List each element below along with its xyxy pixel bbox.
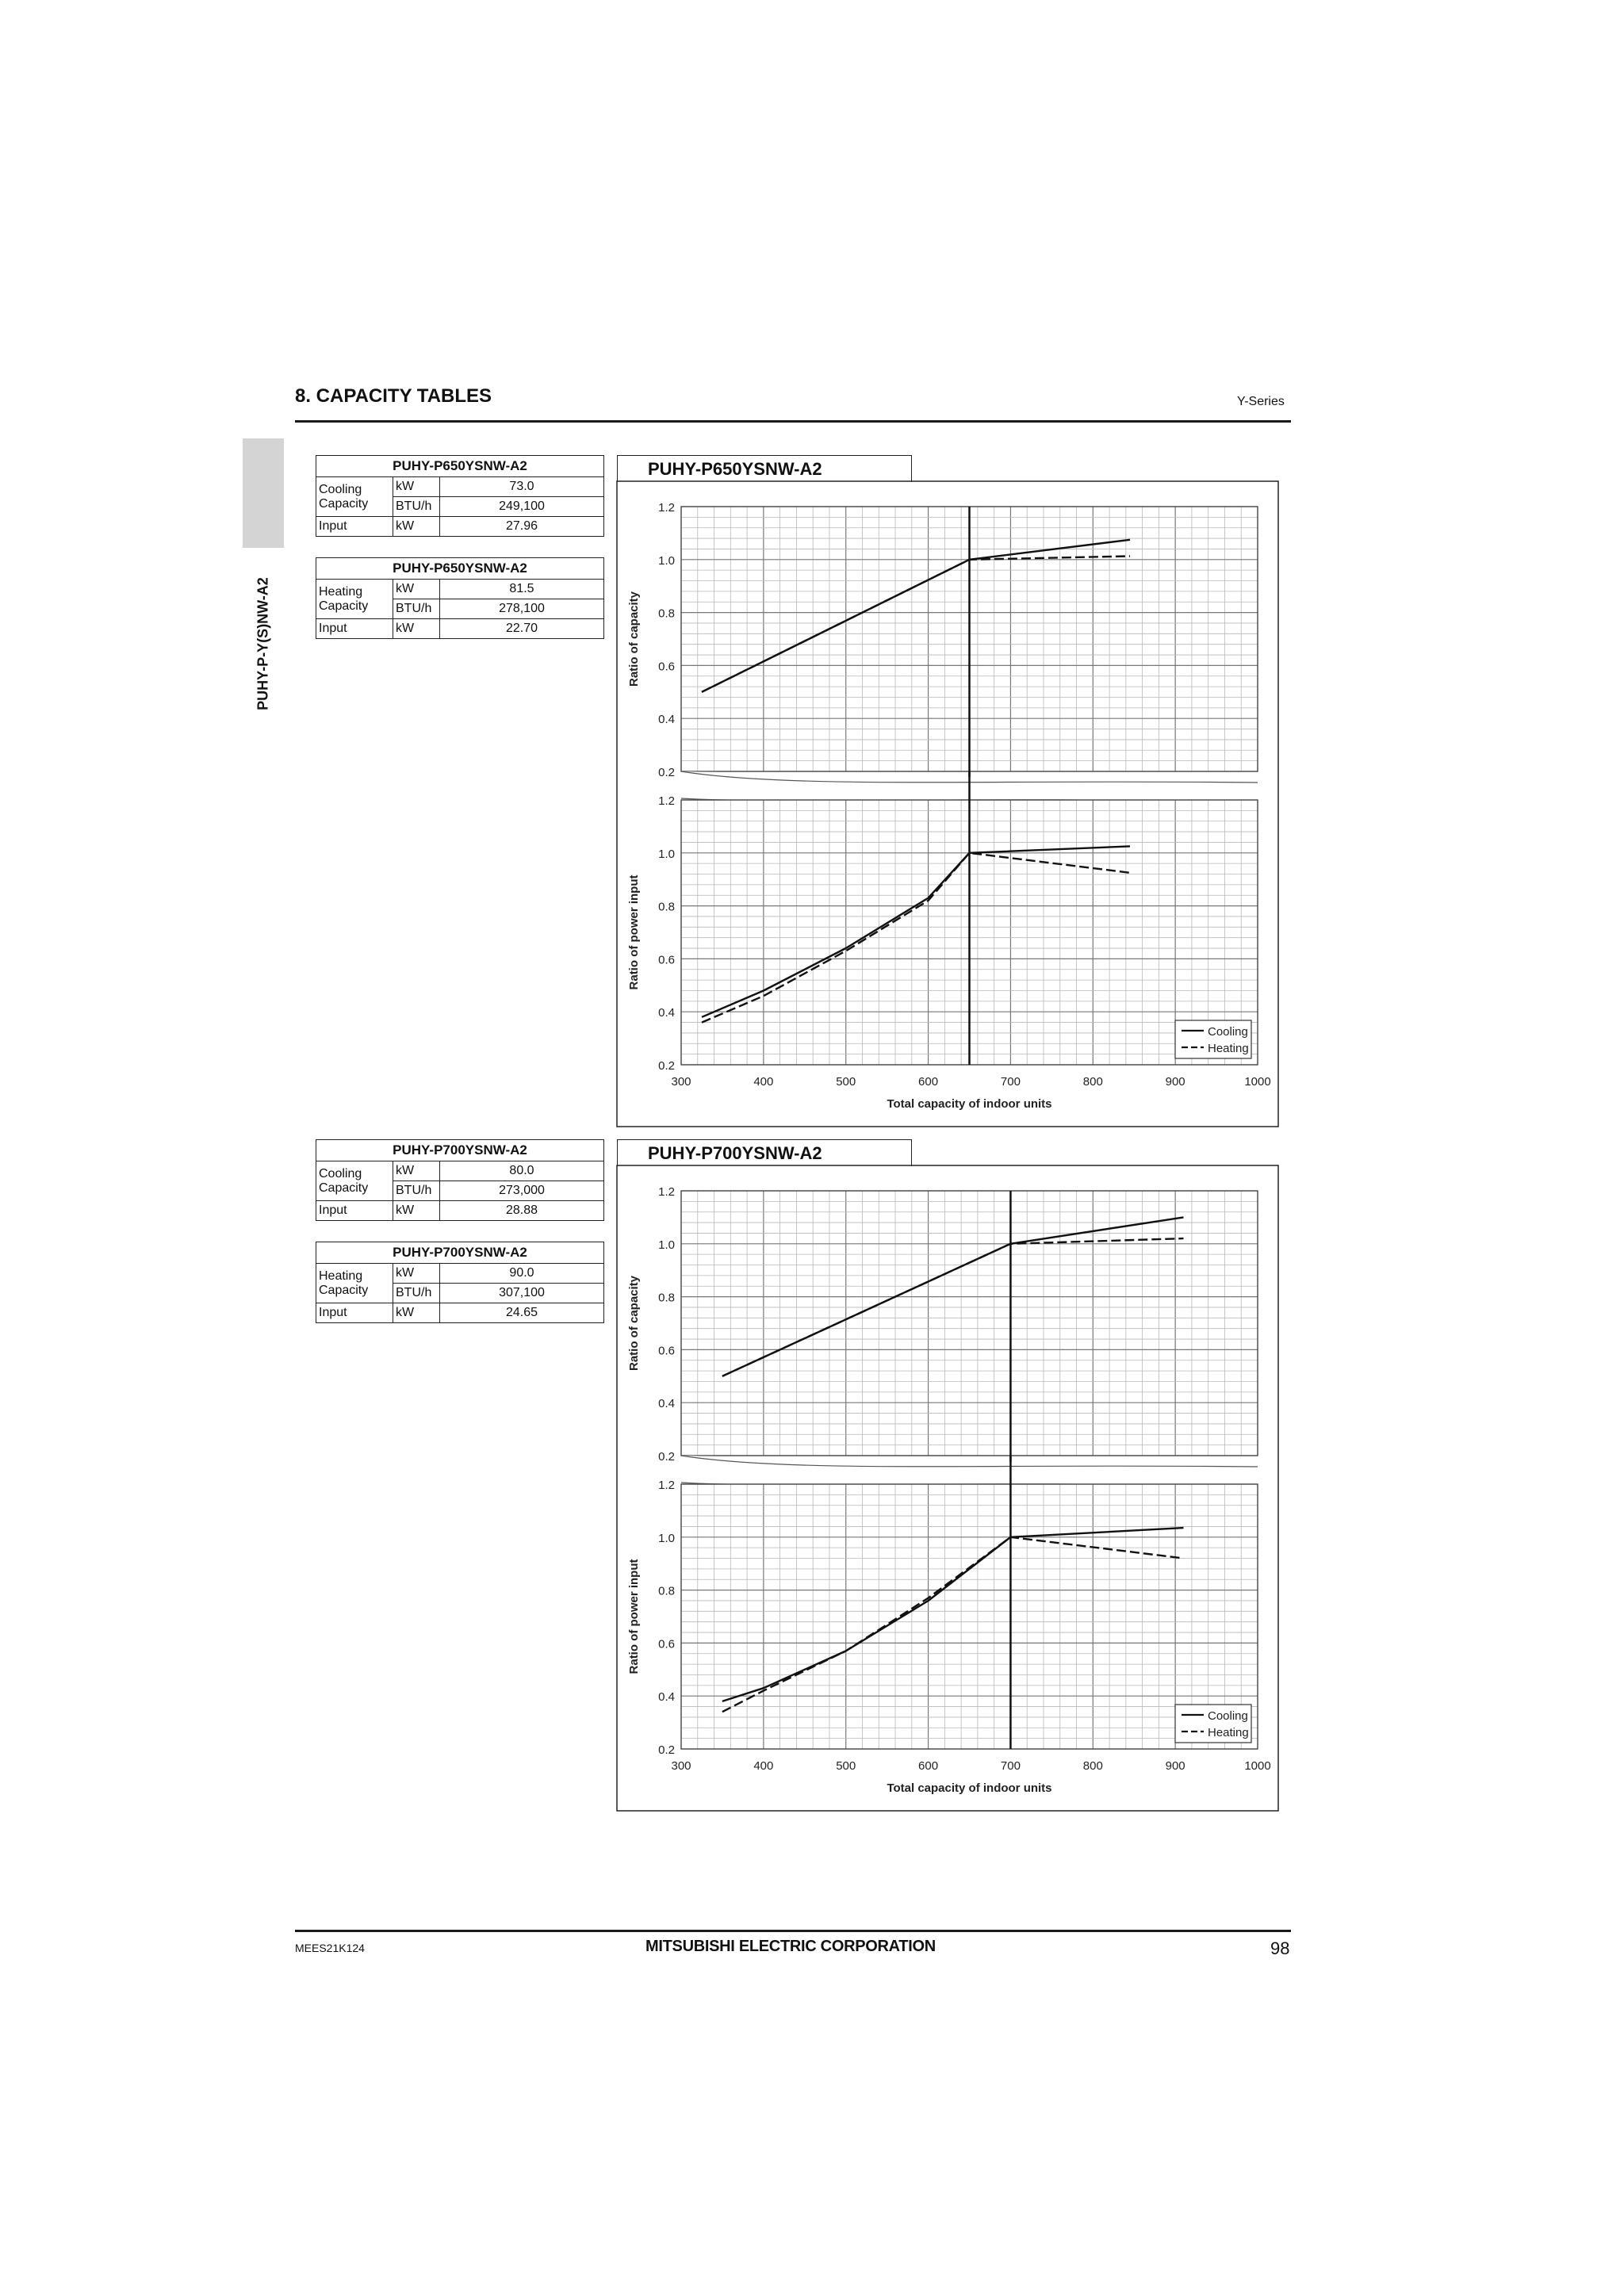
y-tick-label: 1.0 <box>658 1531 675 1545</box>
y-axis-label: Ratio of capacity <box>627 591 641 687</box>
side-label: PUHY-P-Y(S)NW-A2 <box>255 577 271 710</box>
capacity-chart-650 <box>617 481 1278 1127</box>
table-cell-unit: kW <box>393 1303 440 1323</box>
table-row-label: Heating Capacity <box>316 1264 393 1303</box>
table-cell-unit: kW <box>393 1264 440 1284</box>
capacity-chart-700 <box>617 1165 1278 1811</box>
x-axis-label: Total capacity of indoor units <box>887 1097 1052 1111</box>
power-input-panel <box>627 794 1258 1073</box>
table-cell-unit: kW <box>393 619 440 639</box>
legend-label-heating: Heating <box>1208 1726 1249 1739</box>
y-axis-label: Ratio of power input <box>627 874 641 990</box>
axis-break <box>681 1456 1258 1467</box>
table-cell-value: 278,100 <box>440 599 604 619</box>
legend-label-cooling: Cooling <box>1208 1025 1248 1039</box>
x-tick-label: 500 <box>836 1075 856 1089</box>
plot-area <box>681 1191 1258 1456</box>
y-tick-label: 0.4 <box>658 1006 675 1020</box>
table-row-label: Cooling Capacity <box>316 1161 393 1201</box>
chart-legend <box>1175 1705 1251 1743</box>
chart-title-tab: PUHY-P650YSNW-A2 <box>617 455 912 482</box>
table-cell-unit: kW <box>393 1161 440 1181</box>
y-tick-label: 0.4 <box>658 1690 675 1705</box>
side-tab <box>243 438 284 548</box>
spec-table-heating-650 <box>316 557 604 639</box>
y-tick-label: 0.4 <box>658 713 675 727</box>
y-tick-label: 0.2 <box>658 1059 675 1073</box>
table-cell-unit: kW <box>393 1201 440 1221</box>
table-row-label: Input <box>316 1303 393 1323</box>
x-tick-label: 300 <box>671 1759 691 1773</box>
y-tick-label: 0.8 <box>658 1584 675 1598</box>
table-cell-unit: BTU/h <box>393 497 440 517</box>
table-cell-unit: kW <box>393 517 440 537</box>
chart-legend <box>1175 1020 1251 1058</box>
table-cell-value: 273,000 <box>440 1181 604 1201</box>
table-cell-unit: BTU/h <box>393 1284 440 1303</box>
table-cell-value: 80.0 <box>440 1161 604 1181</box>
spec-table-cooling-700 <box>316 1139 604 1221</box>
y-tick-label: 1.0 <box>658 847 675 861</box>
table-cell-unit: BTU/h <box>393 1181 440 1201</box>
x-axis-label: Total capacity of indoor units <box>887 1781 1052 1795</box>
y-tick-label: 0.2 <box>658 1450 675 1464</box>
y-tick-label: 1.0 <box>658 1238 675 1252</box>
footer-rule <box>295 1930 1291 1932</box>
legend-label-heating: Heating <box>1208 1042 1249 1055</box>
x-tick-label: 1000 <box>1244 1075 1271 1089</box>
x-tick-label: 900 <box>1165 1075 1185 1089</box>
table-cell-value: 24.65 <box>440 1303 604 1323</box>
x-tick-label: 500 <box>836 1759 856 1773</box>
x-tick-label: 400 <box>753 1075 774 1089</box>
header-rule <box>295 420 1291 423</box>
y-tick-label: 1.2 <box>658 501 675 515</box>
table-cell-unit: kW <box>393 477 440 497</box>
y-tick-label: 0.6 <box>658 660 675 674</box>
y-tick-label: 0.6 <box>658 953 675 967</box>
table-row-label: Heating Capacity <box>316 580 393 619</box>
x-tick-label: 800 <box>1082 1075 1103 1089</box>
x-tick-label: 700 <box>1000 1759 1021 1773</box>
company-name: MITSUBISHI ELECTRIC CORPORATION <box>645 1938 936 1955</box>
x-tick-label: 600 <box>918 1075 939 1089</box>
y-tick-label: 1.2 <box>658 1479 675 1492</box>
section-title: 8. CAPACITY TABLES <box>295 385 492 407</box>
capacity-panel <box>627 1185 1258 1467</box>
table-title: PUHY-P700YSNW-A2 <box>316 1242 604 1264</box>
table-cell-value: 73.0 <box>440 477 604 497</box>
table-cell-value: 22.70 <box>440 619 604 639</box>
doc-code: MEES21K124 <box>295 1942 365 1954</box>
y-tick-label: 0.6 <box>658 1344 675 1358</box>
table-cell-value: 27.96 <box>440 517 604 537</box>
page-number: 98 <box>1270 1938 1290 1958</box>
table-cell-value: 249,100 <box>440 497 604 517</box>
y-axis-label: Ratio of power input <box>627 1559 641 1674</box>
x-tick-label: 1000 <box>1244 1759 1271 1773</box>
spec-table-cooling-650 <box>316 455 604 537</box>
table-row-label: Cooling Capacity <box>316 477 393 517</box>
table-cell-unit: BTU/h <box>393 599 440 619</box>
y-tick-label: 0.2 <box>658 766 675 779</box>
y-tick-label: 0.8 <box>658 1291 675 1305</box>
table-cell-value: 90.0 <box>440 1264 604 1284</box>
table-title: PUHY-P700YSNW-A2 <box>316 1140 604 1161</box>
y-tick-label: 1.0 <box>658 553 675 568</box>
power-input-panel <box>627 1479 1258 1757</box>
spec-table-heating-700 <box>316 1242 604 1323</box>
table-cell-value: 307,100 <box>440 1284 604 1303</box>
y-tick-label: 0.8 <box>658 900 675 914</box>
capacity-panel <box>627 501 1258 783</box>
y-axis-label: Ratio of capacity <box>627 1275 641 1372</box>
x-tick-label: 800 <box>1082 1759 1103 1773</box>
table-title: PUHY-P650YSNW-A2 <box>316 558 604 580</box>
table-title: PUHY-P650YSNW-A2 <box>316 456 604 477</box>
y-tick-label: 1.2 <box>658 1185 675 1199</box>
chart-title-tab: PUHY-P700YSNW-A2 <box>617 1139 912 1166</box>
x-tick-label: 900 <box>1165 1759 1185 1773</box>
x-tick-label: 700 <box>1000 1075 1021 1089</box>
x-tick-label: 300 <box>671 1075 691 1089</box>
table-row-label: Input <box>316 517 393 537</box>
y-tick-label: 1.2 <box>658 794 675 808</box>
y-tick-label: 0.8 <box>658 607 675 621</box>
y-tick-label: 0.4 <box>658 1397 675 1411</box>
plot-area <box>681 1484 1258 1749</box>
table-cell-unit: kW <box>393 580 440 599</box>
table-cell-value: 28.88 <box>440 1201 604 1221</box>
y-tick-label: 0.2 <box>658 1743 675 1757</box>
x-tick-label: 600 <box>918 1759 939 1773</box>
table-row-label: Input <box>316 619 393 639</box>
legend-label-cooling: Cooling <box>1208 1709 1248 1723</box>
table-row-label: Input <box>316 1201 393 1221</box>
y-tick-label: 0.6 <box>658 1637 675 1651</box>
series-label: Y-Series <box>1237 395 1285 408</box>
x-tick-label: 400 <box>753 1759 774 1773</box>
table-cell-value: 81.5 <box>440 580 604 599</box>
